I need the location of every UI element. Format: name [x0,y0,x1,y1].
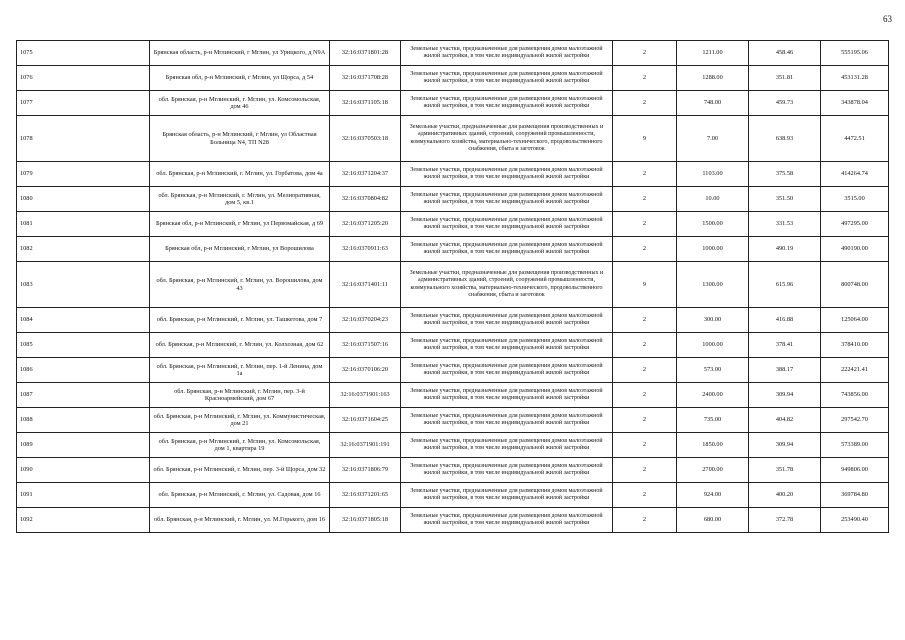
cadastral-value-cell: 555195.06 [821,41,889,66]
registry-rows [17,41,889,533]
category-cell: 2 [613,333,677,358]
specific-value-cell: 351.81 [749,66,821,91]
area-cell: 735.00 [677,408,749,433]
cadastral-number-cell: 32:16:0370204:23 [330,308,401,333]
table-row [17,483,889,508]
land-use-cell: Земельные участки, предназначенные для размещения домов малоэтажной жилой застройки, в том числе индивидуальной жилой застройки [401,333,613,358]
specific-value-cell: 400.20 [749,483,821,508]
table-row [17,383,889,408]
land-use-cell: Земельные участки, предназначенные для размещения домов малоэтажной жилой застройки, в том числе индивидуальной жилой застройки [401,433,613,458]
cadastral-value-cell: 497295.00 [821,212,889,237]
table-row [17,212,889,237]
land-use-cell: Земельные участки, предназначенные для размещения домов малоэтажной жилой застройки, в том числе индивидуальной жилой застройки [401,237,613,262]
area-cell: 748.00 [677,91,749,116]
cadastral-value-cell: 378410.00 [821,333,889,358]
category-cell: 2 [613,66,677,91]
area-cell: 10.00 [677,187,749,212]
land-use-cell: Земельные участки, предназначенные для размещения домов малоэтажной жилой застройки, в том числе индивидуальной жилой застройки [401,358,613,383]
cadastral-number-cell: 32:16:0371801:28 [330,41,401,66]
address-cell: обл. Брянская, р-н Мглинский, г. Мглин, ул. Колхозная, дом 62 [150,333,330,358]
cadastral-value-cell: 369784.80 [821,483,889,508]
category-cell: 2 [613,91,677,116]
address-cell: Брянская область, р-н Мглинский, г Мглин, ул Урицкого, д N9А [150,41,330,66]
cadastral-value-cell: 453131.28 [821,66,889,91]
row-number: 1085 [17,333,150,358]
address-cell: обл. Брянская, р-н Мглинский, г. Мглин, ул. Садовая, дом 16 [150,483,330,508]
specific-value-cell: 331.53 [749,212,821,237]
cadastral-value-cell: 414264.74 [821,162,889,187]
area-cell: 924.00 [677,483,749,508]
cadastral-value-cell: 125064.00 [821,308,889,333]
land-use-cell: Земельные участки, предназначенные для размещения домов малоэтажной жилой застройки, в том числе индивидуальной жилой застройки [401,383,613,408]
table-row [17,66,889,91]
address-cell: обл. Брянская, р-н Мглинский, г. Мглин, ул. Комсомольская, дом 1, квартира 19 [150,433,330,458]
row-number: 1079 [17,162,150,187]
land-use-cell: Земельные участки, предназначенные для размещения производственных и административных зданий, строений, сооружений промышленности, коммунального хозяйства, материально-технического, продовольственного снабжения, сбыта и заготовок [401,116,613,162]
address-cell: обл. Брянская, р-н Мглинский, г. Мглин, ул. Ворошилова, дом 43 [150,262,330,308]
table-row [17,408,889,433]
specific-value-cell: 490.19 [749,237,821,262]
land-use-cell: Земельные участки, предназначенные для размещения производственных и административных зданий, строений, сооружений промышленности, коммунального хозяйства, материально-технического, продовольственного снабжения, сбыта и заготовок [401,262,613,308]
specific-value-cell: 416.88 [749,308,821,333]
land-use-cell: Земельные участки, предназначенные для размещения домов малоэтажной жилой застройки, в том числе индивидуальной жилой застройки [401,408,613,433]
category-cell: 2 [613,162,677,187]
address-cell: Брянская обл, р-н Мглинский, г Мглин, ул Щорса, д 54 [150,66,330,91]
land-use-cell: Земельные участки, предназначенные для размещения домов малоэтажной жилой застройки, в том числе индивидуальной жилой застройки [401,162,613,187]
address-cell: обл. Брянская, р-н Мглинский, г. Мглин, пер. 1-й Ленина, дом 1а [150,358,330,383]
category-cell: 2 [613,433,677,458]
table-row [17,162,889,187]
cadastral-value-cell: 573389.00 [821,433,889,458]
category-cell: 9 [613,116,677,162]
area-cell: 1000.00 [677,237,749,262]
category-cell: 2 [613,408,677,433]
row-number: 1078 [17,116,150,162]
cadastral-number-cell: 32:16:0370106:20 [330,358,401,383]
category-cell: 2 [613,483,677,508]
specific-value-cell: 404.82 [749,408,821,433]
land-use-cell: Земельные участки, предназначенные для размещения домов малоэтажной жилой застройки, в том числе индивидуальной жилой застройки [401,41,613,66]
specific-value-cell: 375.58 [749,162,821,187]
area-cell: 1300.00 [677,262,749,308]
table-row [17,116,889,162]
category-cell: 2 [613,237,677,262]
specific-value-cell: 459.73 [749,91,821,116]
cadastral-number-cell: 32:16:0371204:37 [330,162,401,187]
area-cell: 7.00 [677,116,749,162]
area-cell: 1000.00 [677,333,749,358]
specific-value-cell: 351.78 [749,458,821,483]
address-cell: обл. Брянская, р-н Мглинский, г. Мглин, пер. 3-й Щорса, дом 32 [150,458,330,483]
area-cell: 2400.00 [677,383,749,408]
cadastral-value-cell: 4472.51 [821,116,889,162]
address-cell: обл. Брянская, р-н Мглинский, г. Мглин, ул. Мелиоративная, дом 5, кв.1 [150,187,330,212]
address-cell: Брянская обл, р-н Мглинский, г Мглин, ул Ворошилова [150,237,330,262]
table-row [17,458,889,483]
cadastral-number-cell: 32:16:0370911:63 [330,237,401,262]
row-number: 1087 [17,383,150,408]
row-number: 1088 [17,408,150,433]
table-row [17,508,889,533]
row-number: 1075 [17,41,150,66]
specific-value-cell: 615.96 [749,262,821,308]
cadastral-number-cell: 32:16:0371901:163 [330,383,401,408]
table-row [17,41,889,66]
cadastral-value-cell: 222421.41 [821,358,889,383]
area-cell: 300.00 [677,308,749,333]
row-number: 1080 [17,187,150,212]
area-cell: 573.00 [677,358,749,383]
specific-value-cell: 378.41 [749,333,821,358]
table-row [17,262,889,308]
row-number: 1091 [17,483,150,508]
category-cell: 2 [613,458,677,483]
cadastral-number-cell: 32:16:0371901:191 [330,433,401,458]
cadastral-number-cell: 32:16:0371507:16 [330,333,401,358]
cadastral-value-cell: 3515.00 [821,187,889,212]
address-cell: Брянская область, р-н Мглинский, г Мглин, ул Областная Больница N4, ТП N28 [150,116,330,162]
cadastral-value-cell: 949806.00 [821,458,889,483]
area-cell: 1500.00 [677,212,749,237]
cadastral-value-cell: 343878.04 [821,91,889,116]
row-number: 1092 [17,508,150,533]
cadastral-number-cell: 32:16:0370503:18 [330,116,401,162]
specific-value-cell: 309.94 [749,433,821,458]
table-row [17,358,889,383]
row-number: 1089 [17,433,150,458]
category-cell: 2 [613,187,677,212]
address-cell: Брянская обл, р-н Мглинский, г Мглин, ул Первомайская, д 69 [150,212,330,237]
cadastral-number-cell: 32:16:0370804:82 [330,187,401,212]
land-use-cell: Земельные участки, предназначенные для размещения домов малоэтажной жилой застройки, в том числе индивидуальной жилой застройки [401,483,613,508]
category-cell: 2 [613,212,677,237]
row-number: 1081 [17,212,150,237]
cadastral-number-cell: 32:16:0371708:28 [330,66,401,91]
area-cell: 1850.00 [677,433,749,458]
row-number: 1086 [17,358,150,383]
address-cell: обл. Брянская, р-н Мглинский, г. Мглин, пер. 3-й Красноармейский, дом 67 [150,383,330,408]
cadastral-number-cell: 32:16:0371805:18 [330,508,401,533]
area-cell: 1288.00 [677,66,749,91]
address-cell: обл. Брянская, р-н Мглинский, г. Мглин, ул. Комсомольская, дом 46 [150,91,330,116]
page-number: 63 [883,14,892,24]
area-cell: 1211.00 [677,41,749,66]
land-use-cell: Земельные участки, предназначенные для размещения домов малоэтажной жилой застройки, в том числе индивидуальной жилой застройки [401,308,613,333]
table-row [17,308,889,333]
table-row [17,237,889,262]
category-cell: 2 [613,383,677,408]
address-cell: обл. Брянская, р-н Мглинский, г. Мглин, ул. Горбатова, дом 4а [150,162,330,187]
specific-value-cell: 351.50 [749,187,821,212]
land-use-cell: Земельные участки, предназначенные для размещения домов малоэтажной жилой застройки, в том числе индивидуальной жилой застройки [401,508,613,533]
cadastral-value-cell: 297542.70 [821,408,889,433]
land-use-cell: Земельные участки, предназначенные для размещения домов малоэтажной жилой застройки, в том числе индивидуальной жилой застройки [401,91,613,116]
cadastral-number-cell: 32:16:0371401:11 [330,262,401,308]
land-use-cell: Земельные участки, предназначенные для размещения домов малоэтажной жилой застройки, в том числе индивидуальной жилой застройки [401,187,613,212]
row-number: 1084 [17,308,150,333]
category-cell: 2 [613,41,677,66]
address-cell: обл. Брянская, р-н Мглинский, г. Мглин, ул. Коммунистическая, дом 21 [150,408,330,433]
address-cell: обл. Брянская, р-н Мглинский, г. Мглин, ул. Ташкетова, дом 7 [150,308,330,333]
table-row [17,433,889,458]
table-row [17,333,889,358]
cadastral-registry-table [16,40,889,533]
category-cell: 9 [613,262,677,308]
specific-value-cell: 309.94 [749,383,821,408]
land-use-cell: Земельные участки, предназначенные для размещения домов малоэтажной жилой застройки, в том числе индивидуальной жилой застройки [401,66,613,91]
land-use-cell: Земельные участки, предназначенные для размещения домов малоэтажной жилой застройки, в том числе индивидуальной жилой застройки [401,212,613,237]
cadastral-number-cell: 32:16:0371201:65 [330,483,401,508]
category-cell: 2 [613,308,677,333]
cadastral-value-cell: 800748.00 [821,262,889,308]
cadastral-value-cell: 490190.00 [821,237,889,262]
address-cell: обл. Брянская, р-н Мглинский, г. Мглин, ул. М.Горького, дом 16 [150,508,330,533]
row-number: 1083 [17,262,150,308]
category-cell: 2 [613,508,677,533]
specific-value-cell: 388.17 [749,358,821,383]
category-cell: 2 [613,358,677,383]
row-number: 1077 [17,91,150,116]
area-cell: 1103.00 [677,162,749,187]
specific-value-cell: 372.78 [749,508,821,533]
row-number: 1082 [17,237,150,262]
area-cell: 2700.00 [677,458,749,483]
cadastral-value-cell: 743856.00 [821,383,889,408]
row-number: 1076 [17,66,150,91]
area-cell: 680.00 [677,508,749,533]
cadastral-number-cell: 32:16:0371205:20 [330,212,401,237]
cadastral-number-cell: 32:16:0371604:25 [330,408,401,433]
specific-value-cell: 458.46 [749,41,821,66]
row-number: 1090 [17,458,150,483]
table-row [17,187,889,212]
cadastral-number-cell: 32:16:0371806:79 [330,458,401,483]
specific-value-cell: 638.93 [749,116,821,162]
cadastral-number-cell: 32:16:0371105:18 [330,91,401,116]
cadastral-value-cell: 253490.40 [821,508,889,533]
table-row [17,91,889,116]
land-use-cell: Земельные участки, предназначенные для размещения домов малоэтажной жилой застройки, в том числе индивидуальной жилой застройки [401,458,613,483]
